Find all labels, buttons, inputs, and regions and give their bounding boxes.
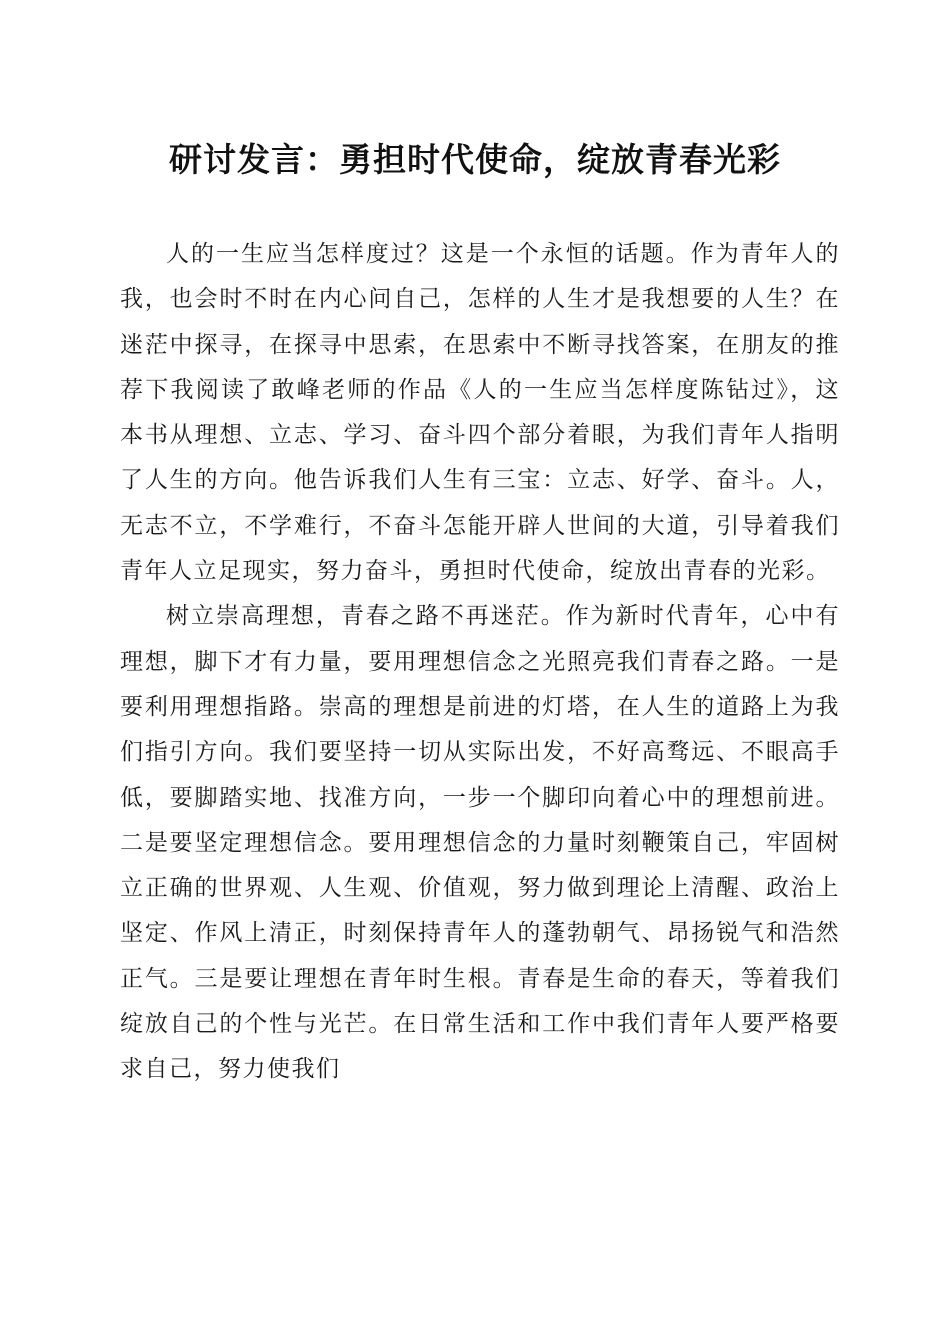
document-title: 研讨发言：勇担时代使命，绽放青春光彩 [169,140,781,179]
paragraph-ideals: 树立崇高理想，青春之路不再迷茫。作为新时代青年，心中有理想，脚下才有力量，要用理想信念之光照亮我们青春之路。一是要利用理想指路。崇高的理想是前进的灯塔，在人生的道路上为我们指引方向。我们要坚持一切从实际出发，不好高骛远、不眼高手低，要脚踏实地、找准方向，一步一个脚印向着心中的理想前进。二是要坚定理想信念。要用理想信念的力量时刻鞭策自己，牢固树立正确的世界观、人生观、价值观，努力做到理论上清醒、政治上坚定、作风上清正，时刻保持青年人的蓬勃朝气、昂扬锐气和浩然正气。三是要让理想在青年时生根。青春是生命的春天，等着我们绽放自己的个性与光芒。在日常生活和工作中我们青年人要严格要求自己，努力使我们 [120,603,840,1083]
paragraph-intro: 人的一生应当怎样度过？这是一个永恒的话题。作为青年人的我，也会时不时在内心问自己，怎样的人生才是我想要的人生？在迷茫中探寻，在探寻中思索，在思索中不断寻找答案，在朋友的推荐下我阅读了敢峰老师的作品《人的一生应当怎样度陈钻过》，这本书从理想、立志、学习、奋斗四个部分着眼，为我们青年人指明了人生的方向。他告诉我们人生有三宝：立志、好学、奋斗。人，无志不立，不学难行，不奋斗怎能开辟人世间的大道，引导着我们青年人立足现实，努力奋斗，勇担时代使命，绽放出青春的光彩。 [120,241,840,585]
document-body [120,232,840,1093]
